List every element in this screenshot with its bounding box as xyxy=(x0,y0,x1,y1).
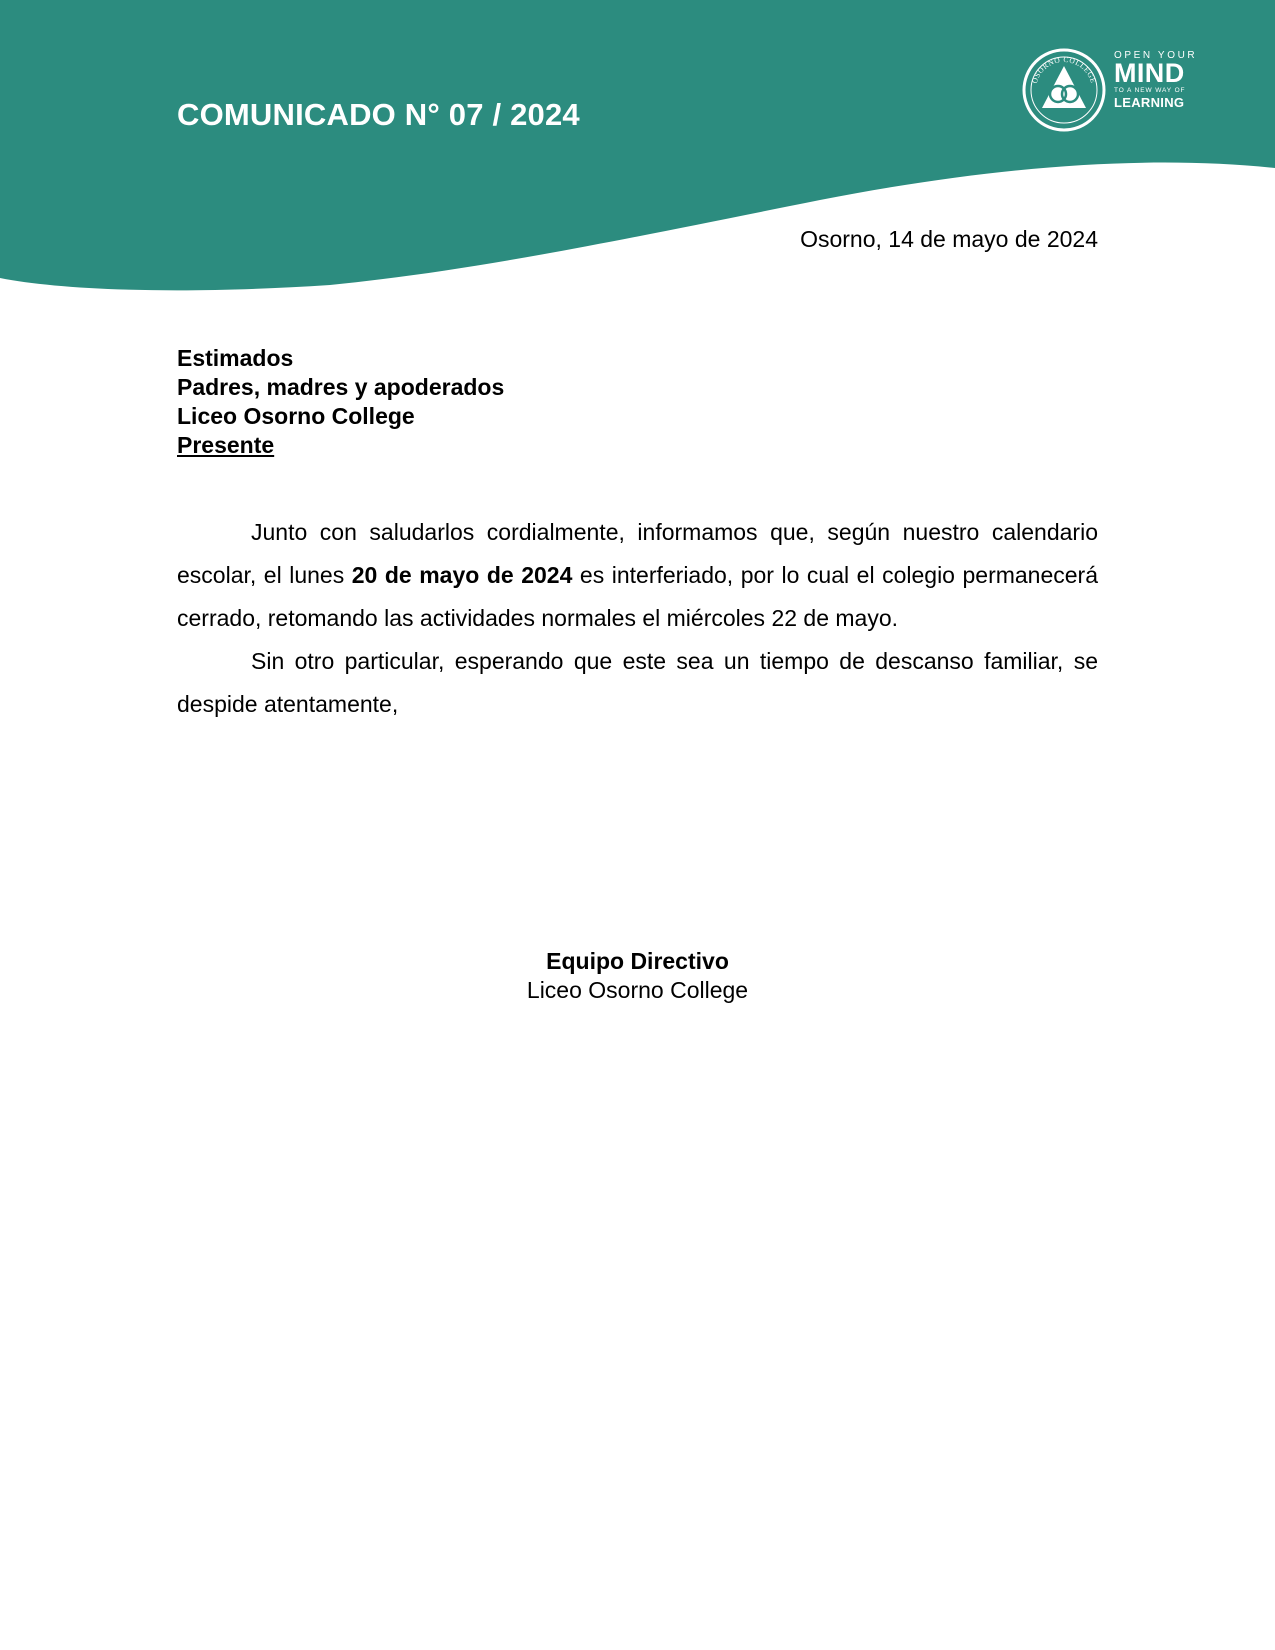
letter-body xyxy=(177,511,1098,726)
recipient-block xyxy=(177,344,504,460)
seal-text: OSORNO COLLEGE xyxy=(1029,54,1099,85)
tagline-mind: MIND xyxy=(1114,58,1185,88)
body-paragraph-2: Sin otro particular, esperando que este sea un tiempo de descanso familiar, se despide atentamente, xyxy=(177,648,1098,717)
tagline-open-your: OPEN YOUR xyxy=(1114,50,1198,61)
salutation-estimados: Estimados xyxy=(177,345,294,371)
holiday-date: 20 de mayo de 2024 xyxy=(351,562,573,588)
paragraph-1-text-b: es interferiado, por lo cual el colegio permanecerá cerrado, retomando las actividades normales el miércoles 22 de mayo. xyxy=(177,562,1099,631)
salutation-presente: Presente xyxy=(177,432,275,458)
seal-emblem-icon xyxy=(1022,48,1106,132)
letter-date: Osorno, 14 de mayo de 2024 xyxy=(800,226,1098,252)
salutation-recipients: Padres, madres y apoderados xyxy=(177,374,505,400)
signature-school: Liceo Osorno College xyxy=(526,977,749,1003)
salutation-school: Liceo Osorno College xyxy=(177,403,415,429)
paragraph-1-text-a: Junto con saludarlos cordialmente, informamos que, según nuestro calendario escolar, el lunes xyxy=(177,519,1098,588)
signature-block xyxy=(0,947,1275,1005)
tagline-new-way: TO A NEW WAY OF xyxy=(1114,87,1186,94)
header-wave-banner xyxy=(0,0,1275,300)
tagline-learning: LEARNING xyxy=(1114,95,1185,110)
signature-title: Equipo Directivo xyxy=(546,948,729,974)
school-logo xyxy=(1022,48,1202,128)
document-title: COMUNICADO N° 07 / 2024 xyxy=(177,97,580,132)
body-paragraph-1 xyxy=(177,511,1098,640)
